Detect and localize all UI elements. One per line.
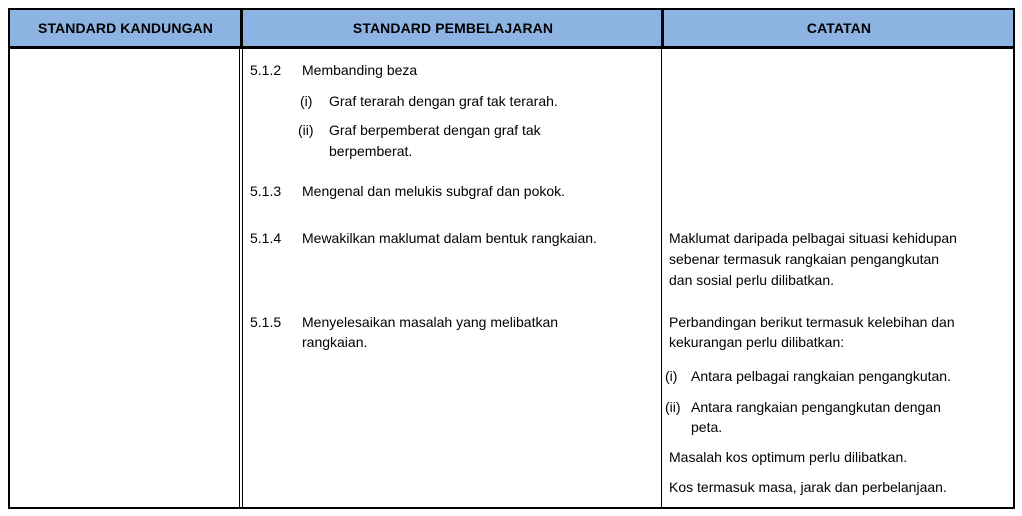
note-text: Kos termasuk masa, jarak dan perbelanjaan. <box>669 479 947 495</box>
header-divider <box>661 10 664 46</box>
note-text: dan sosial perlu dilibatkan. <box>669 272 834 288</box>
note-text: Masalah kos optimum perlu dilibatkan. <box>669 449 908 465</box>
item-number: 5.1.2 <box>250 62 282 78</box>
table-body <box>8 48 1015 509</box>
column-divider <box>239 48 240 509</box>
item-number: 5.1.5 <box>250 314 282 330</box>
note-sub-text: Antara rangkaian pengangkutan dengan <box>691 399 941 415</box>
item-text: Mewakilkan maklumat dalam bentuk rangkaian. <box>302 230 597 246</box>
column-divider <box>242 48 243 509</box>
note-text: Maklumat daripada pelbagai situasi kehidupan <box>669 230 957 246</box>
sub-item-number: (i) <box>300 93 313 109</box>
item-number: 5.1.3 <box>250 183 282 199</box>
header-standard-pembelajaran: STANDARD PEMBELAJARAN <box>352 20 554 36</box>
header-standard-kandungan: STANDARD KANDUNGAN <box>38 20 213 36</box>
item-text: Mengenal dan melukis subgraf dan pokok. <box>302 183 566 199</box>
sub-item-number: (ii) <box>298 122 314 138</box>
sub-item-text: Graf berpemberat dengan graf tak <box>329 122 541 138</box>
curriculum-table <box>8 8 1015 509</box>
note-text: kekurangan perlu dilibatkan: <box>669 334 845 350</box>
note-sub-number: (ii) <box>665 399 681 415</box>
note-sub-text: Antara pelbagai rangkaian pengangkutan. <box>691 368 951 384</box>
table-header <box>8 8 1015 48</box>
sub-item-text: Graf terarah dengan graf tak terarah. <box>329 93 558 109</box>
note-text: Perbandingan berikut termasuk kelebihan dan <box>669 314 955 330</box>
sub-item-text: berpemberat. <box>329 143 413 159</box>
note-sub-text: peta. <box>691 419 723 435</box>
header-catatan: CATATAN <box>806 20 872 36</box>
note-sub-number: (i) <box>665 368 678 384</box>
item-number: 5.1.4 <box>250 230 282 246</box>
item-text: Membanding beza <box>302 62 418 78</box>
header-divider <box>240 10 243 46</box>
column-divider <box>661 48 662 509</box>
item-text: Menyelesaikan masalah yang melibatkan <box>302 314 559 330</box>
note-text: sebenar termasuk rangkaian pengangkutan <box>669 251 940 267</box>
item-text: rangkaian. <box>302 334 368 350</box>
